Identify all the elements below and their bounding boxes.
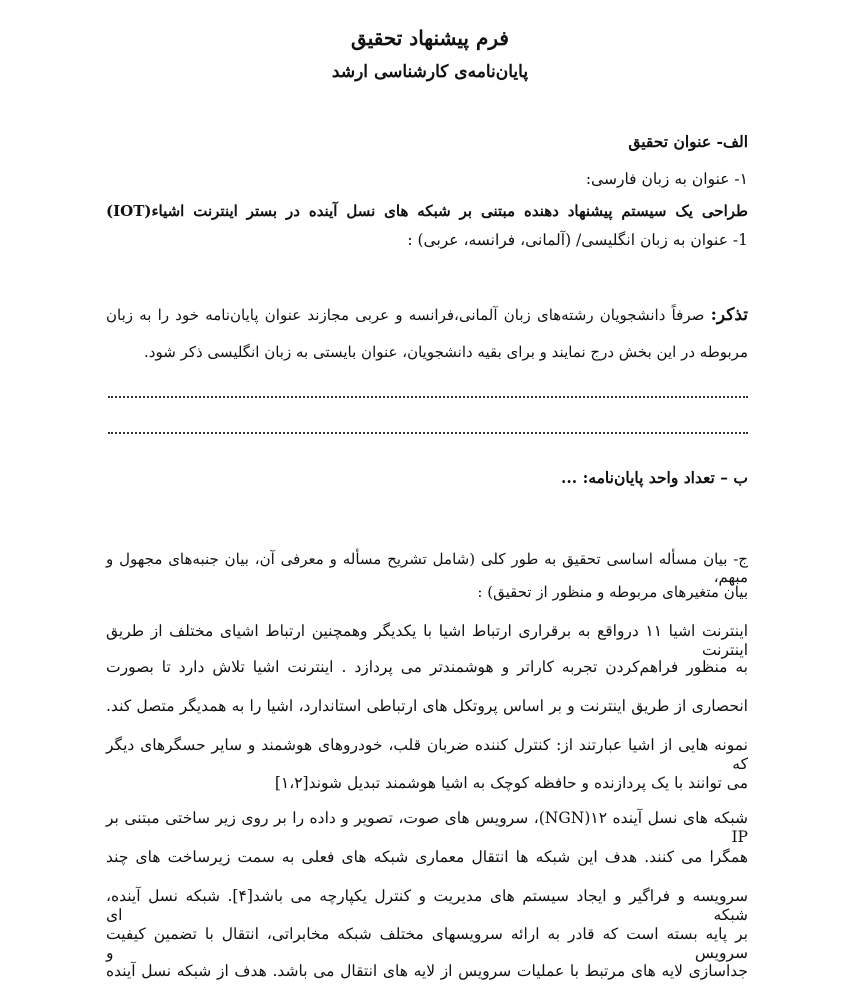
english-title-label: 1- عنوان به زبان انگلیسی/ (آلمانی، فرانسه، عربی) : bbox=[407, 231, 748, 249]
note-line-2: مربوطه در این بخش درج نمایند و برای بقیه دانشجویان، عنوان بایستی به زبان انگلیسی ذکر شود. bbox=[144, 343, 748, 361]
note-text-1: صرفاً دانشجویان رشته‌های زبان آلمانی،فرانسه و عربی مجازند عنوان پایان‌نامه خود را به زبان bbox=[106, 306, 705, 324]
body-line: نمونه هایی از اشیا عبارتند از: کنترل کننده ضربان قلب، خودروهای هوشمند و سایر حسگرهای دیگر که bbox=[106, 736, 748, 773]
body-line: بر پایه بسته است که قادر به ارائه سرویسهای مختلف شبکه مخابراتی، انتقال با تضمین کیفیت سرویس و bbox=[106, 925, 748, 962]
body-line: به منظور فراهم‌کردن تجربه کاراتر و هوشمندتر می پردازد . اینترنت اشیا تلاش دارد تا بصورت bbox=[106, 658, 748, 676]
persian-title-value: طراحی یک سیستم پیشنهاد دهنده مبتنی بر شبکه های نسل آینده در بستر اینترنت اشیاء(IOT) bbox=[106, 202, 748, 220]
note-label: تذکر: bbox=[710, 305, 748, 325]
body-line: سرویسه و فراگیر و ایجاد سیستم های مدیریت و کنترل یکپارچه می باشد[۴]. شبکه نسل آینده، شبکه ای bbox=[106, 887, 748, 924]
body-line: می توانند با یک پردازنده و حافظه کوچک به اشیا هوشمند تبدیل شوند[۱،۲] bbox=[274, 774, 748, 792]
body-line: انحصاری از طریق اینترنت و بر اساس پروتکل های ارتباطی استاندارد، اشیا را به همدیگر متصل کند. bbox=[106, 697, 748, 715]
dotted-fill-line-1 bbox=[108, 396, 748, 398]
body-line: شبکه های نسل آینده ۱۲(NGN)، سرویس های صوت، تصویر و داده را بر روی زیر ساختی مبتنی بر IP bbox=[106, 809, 748, 846]
section-a-heading: الف- عنوان تحقیق bbox=[628, 132, 748, 151]
body-line: اینترنت اشیا ۱۱ درواقع به برقراری ارتباط اشیا با یکدیگر وهمچنین ارتباط اشیای مختلف از طریق اینترنت bbox=[106, 622, 749, 659]
section-c-line-1: ج- بیان مسأله اساسی تحقیق به طور کلی (شامل تشریح مسأله و معرفی آن، بیان جنبه‌های مجهول و مبهم، bbox=[106, 550, 748, 586]
body-line: همگرا می کنند. هدف این شبکه ها انتقال معماری شبکه های فعلی به سمت زیرساخت های چند bbox=[106, 848, 748, 866]
form-title: فرم پیشنهاد تحقیق bbox=[351, 26, 509, 50]
dotted-fill-line-2 bbox=[108, 432, 748, 434]
form-subtitle: پایان‌نامه‌ی کارشناسی ارشد bbox=[331, 62, 529, 82]
persian-title-label: ۱- عنوان به زبان فارسی: bbox=[585, 170, 748, 188]
body-line: جداسازی لایه های مرتبط با عملیات سرویس از لایه های انتقال می باشد. هدف از شبکه نسل آینده bbox=[106, 962, 748, 980]
section-b-text: ب – تعداد واحد پایان‌نامه: ... bbox=[561, 468, 748, 487]
note-line-1 bbox=[106, 305, 748, 325]
section-c-line-2: بیان متغیرهای مربوطه و منظور از تحقیق) : bbox=[477, 583, 748, 601]
